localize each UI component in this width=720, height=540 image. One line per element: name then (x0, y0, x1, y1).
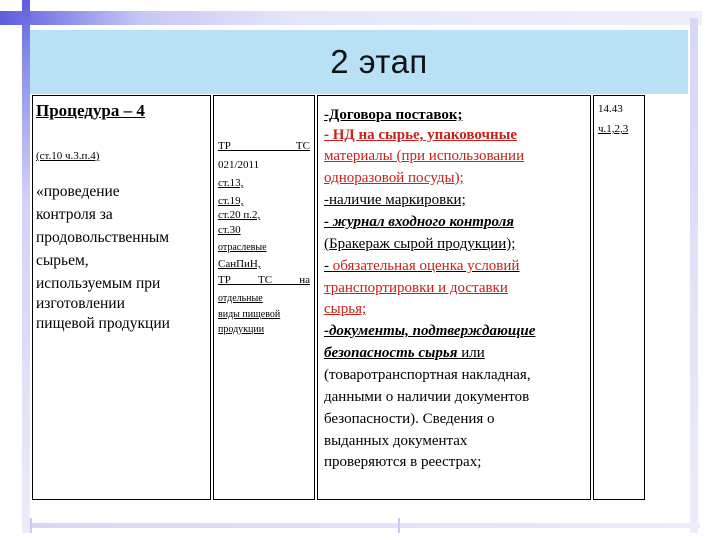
bottom-frame-bar (30, 523, 700, 528)
documents-line (324, 107, 462, 124)
documents-line: - НД на сырье, упаковочные (324, 127, 517, 143)
frame-tick (398, 518, 400, 533)
right-frame-bar (690, 18, 698, 533)
documents-line: -наличие маркировки; (324, 192, 466, 208)
procedure-line: «проведение (36, 183, 120, 200)
documents-dash: - (324, 258, 333, 274)
article-line: 14.43 (598, 103, 623, 115)
documents-line: данными о наличии документов (324, 389, 530, 405)
documents-line: -документы, подтверждающие (324, 323, 536, 339)
procedure-reference: (ст.10 ч.3.п.4) (36, 150, 100, 162)
documents-line: безопасности). Сведения о (324, 411, 495, 427)
procedure-heading: Процедура – 4 (36, 101, 145, 120)
regulation-line: ст.13, (218, 177, 244, 189)
documents-text: или (457, 345, 485, 361)
regulation-line: отдельные (218, 293, 263, 304)
documents-text: обязательная оценка условий (332, 258, 520, 274)
documents-text: безопасность сырья (324, 345, 458, 361)
documents-line: (товаротранспортная накладная, (324, 367, 531, 383)
procedure-line: сырьем, (36, 252, 89, 269)
procedure-line: пищевой продукции (36, 315, 170, 332)
regulation-line: отраслевые (218, 242, 267, 253)
documents-line: (Бракераж сырой продукции); (324, 236, 516, 252)
procedure-line: контроля за (36, 206, 113, 223)
article-cell (593, 95, 645, 500)
procedure-line: продовольственным (36, 229, 170, 246)
procedure-line: изготовлении (36, 295, 125, 312)
regulation-line: СанПиН, (218, 258, 261, 270)
documents-line (324, 345, 485, 362)
documents-line: сырья; (324, 301, 367, 317)
top-frame-bar (0, 11, 702, 25)
article-line: ч.1,2,3 (598, 123, 629, 135)
regulation-line: ТР ТС на (218, 274, 310, 286)
regulation-line: виды пищевой (218, 309, 281, 320)
left-frame-bar (22, 0, 30, 533)
documents-line: - журнал входного контроля (324, 214, 515, 230)
procedure-line: используемым при (36, 275, 161, 292)
regulation-line: ст.19, (218, 195, 244, 207)
documents-line (324, 258, 519, 275)
documents-line: выданных документах (324, 433, 468, 449)
documents-text: -Договора поставок; (324, 107, 463, 123)
regulation-line: продукции (218, 324, 265, 335)
regulation-line: 021/2011 (218, 159, 260, 171)
regulation-line: ст.30 (218, 224, 241, 236)
regulation-line: ТР ТС (218, 140, 310, 152)
documents-line: материалы (при использовании (324, 148, 525, 164)
slide-title: 2 этап (330, 43, 428, 80)
regulation-line: ст.20 п.2, (218, 209, 261, 221)
documents-line: транспортировки и доставки (324, 280, 508, 296)
documents-line: проверяются в реестрах; (324, 454, 482, 470)
frame-tick (30, 518, 32, 533)
documents-line: одноразовой посуды); (324, 170, 464, 186)
